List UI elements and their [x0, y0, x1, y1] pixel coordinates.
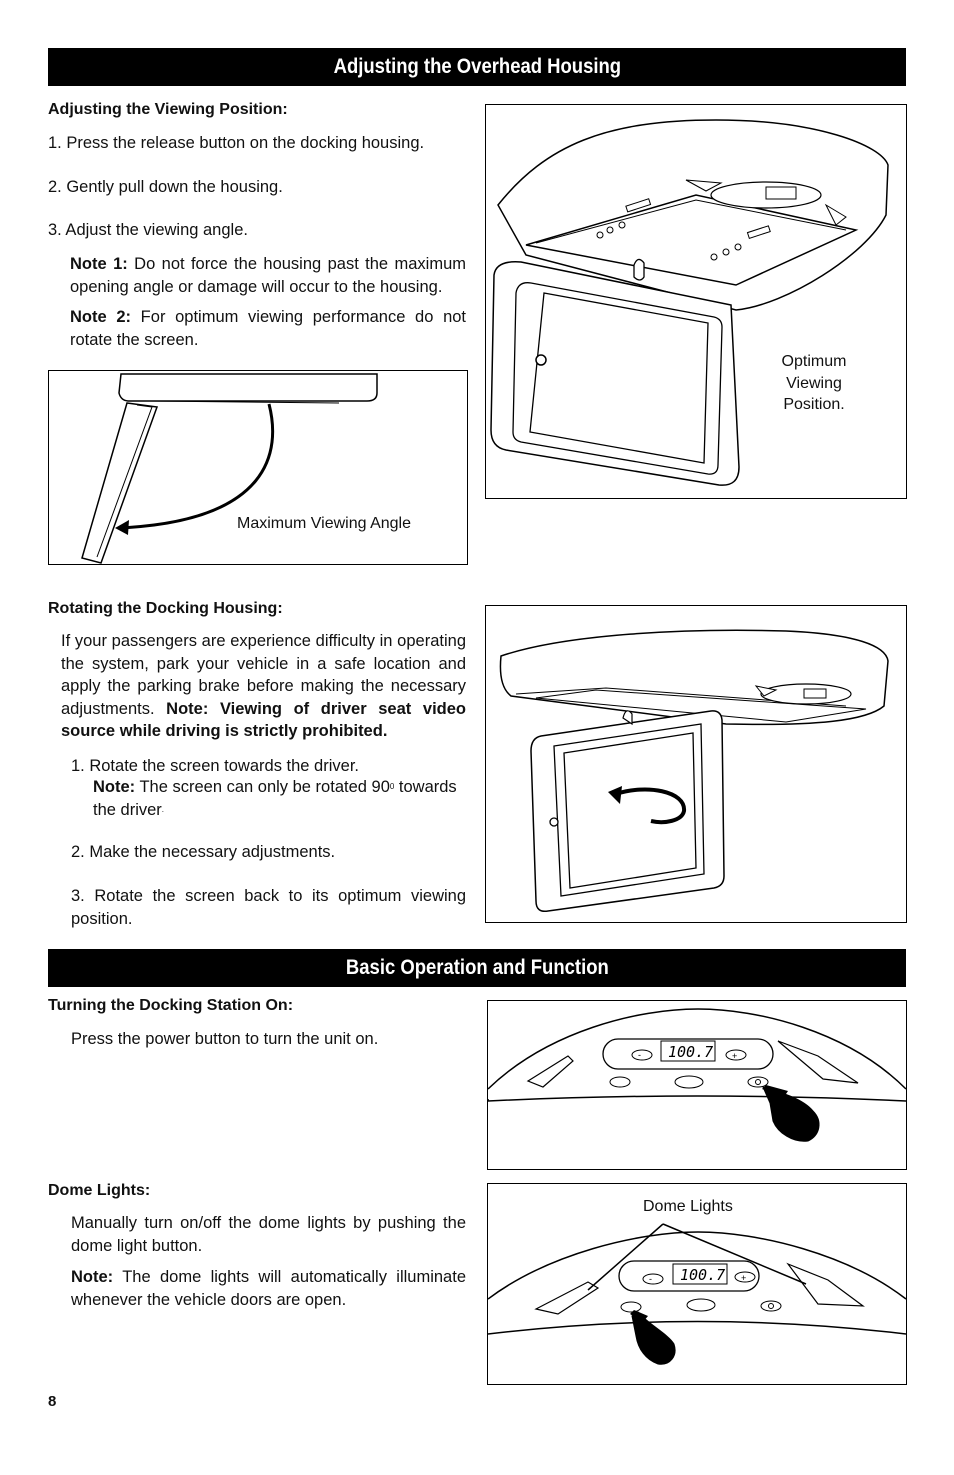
- optimum-viewing-label: Optimum Viewing Position.: [781, 353, 847, 413]
- rotating-paragraph: If your passengers are experience difficulty in operating the system, park your vehicle in a safe location and apply the parking brake before making the necessary adjustments. Note: Viewing of driver seat video source while driving is strictly prohibited.: [61, 632, 466, 740]
- note-2: Note 2: For optimum viewing performance do not rotate the screen.: [70, 308, 467, 349]
- max-viewing-angle-figure: [48, 370, 468, 565]
- optimum-viewing-figure: [485, 104, 907, 499]
- step-1: 1. Press the release button on the docking housing.: [48, 134, 425, 152]
- svg-text:-: -: [649, 1274, 652, 1284]
- svg-text:-: -: [638, 1050, 641, 1060]
- step-3: 3. Adjust the viewing angle.: [48, 221, 248, 239]
- svg-text:+: +: [732, 1051, 738, 1061]
- dome-lights-heading: Dome Lights:: [48, 1182, 151, 1199]
- turning-on-text: Press the power button to turn the unit on.: [71, 1030, 379, 1048]
- max-viewing-angle-label: Maximum Viewing Angle: [237, 515, 412, 532]
- step-2: 2. Gently pull down the housing.: [48, 178, 283, 196]
- rotate-step-3: 3. Rotate the screen back to its optimum viewing position.: [71, 887, 466, 928]
- display-reading-dome: 100.7: [680, 1266, 726, 1284]
- rotate-note: Note: The screen can only be rotated $90^0$ towards the driver.: [93, 778, 457, 819]
- section-title-basic-operation: Basic Operation and Function: [48, 949, 906, 987]
- turning-on-heading: Turning the Docking Station On:: [48, 997, 294, 1014]
- power-button-figure: [487, 1000, 907, 1170]
- svg-text:+: +: [741, 1273, 747, 1283]
- rotate-step-1: 1. Rotate the screen towards the driver.: [71, 757, 359, 775]
- display-reading: 100.7: [668, 1043, 714, 1061]
- dome-lights-figure-label: Dome Lights: [643, 1198, 733, 1215]
- rotating-housing-figure: [485, 605, 907, 923]
- dome-lights-note: Note: The dome lights will automatically illuminate whenever the vehicle doors are open.: [71, 1268, 466, 1309]
- viewing-position-heading: Adjusting the Viewing Position:: [48, 101, 288, 118]
- dome-lights-text: Manually turn on/off the dome lights by pushing the dome light button.: [71, 1214, 466, 1255]
- dome-lights-figure: [487, 1183, 907, 1385]
- rotate-step-2: 2. Make the necessary adjustments.: [71, 843, 336, 861]
- section-title-adjusting: Adjusting the Overhead Housing: [48, 48, 906, 86]
- page-number: 8: [48, 1393, 57, 1410]
- rotating-heading: Rotating the Docking Housing:: [48, 600, 283, 617]
- note-1: Note 1: Do not force the housing past the maximum opening angle or damage will occur to the housing.: [70, 255, 467, 296]
